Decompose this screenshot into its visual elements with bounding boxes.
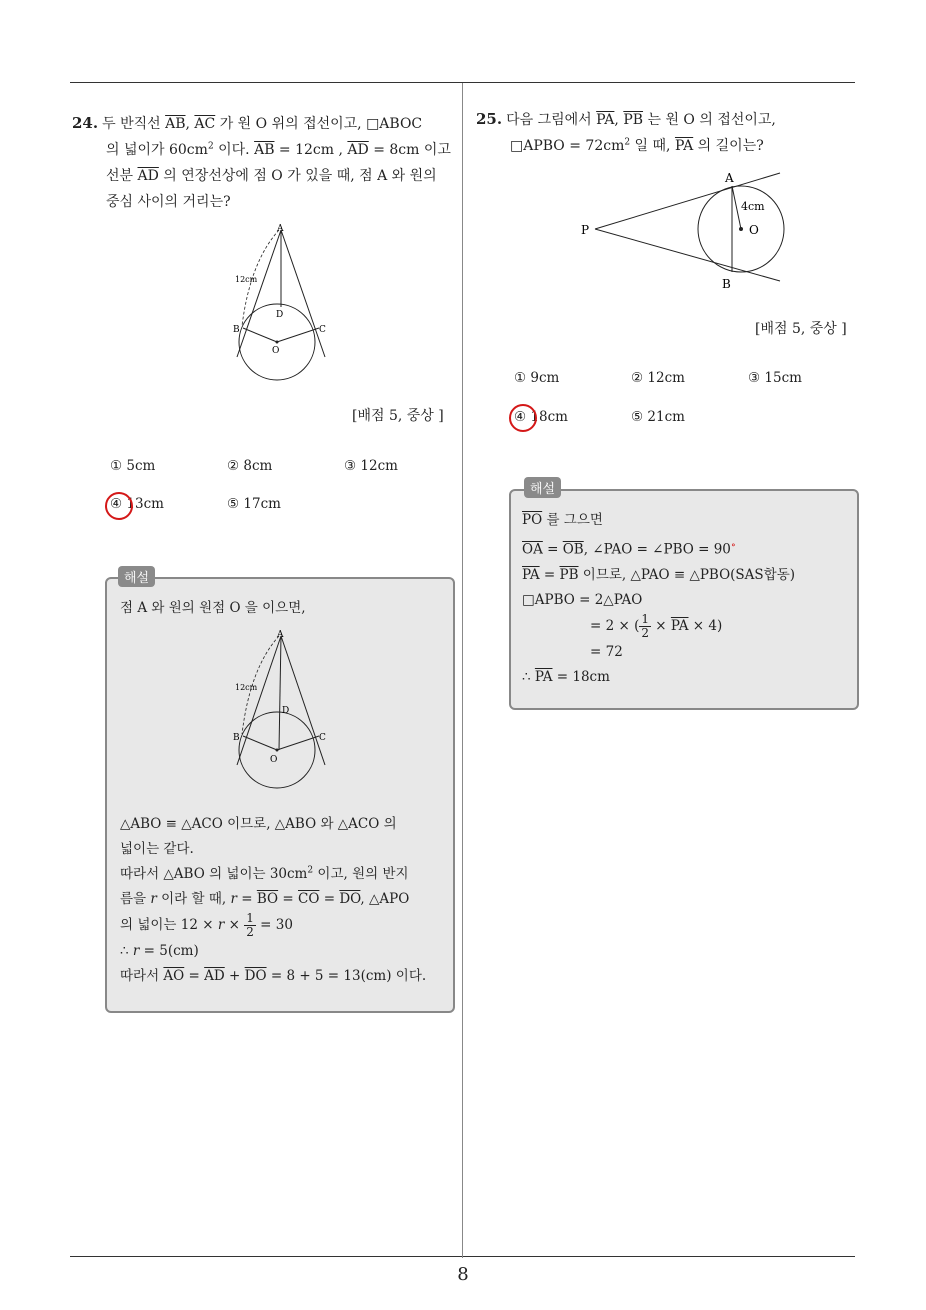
label-b: B <box>233 733 240 743</box>
answer-circle-mark <box>105 492 133 520</box>
question-25-choice-1[interactable]: ① 9cm <box>514 370 560 386</box>
solution-line-5: 의 넓이는 12 × r × $\frac{1}{2}$ = 30 <box>120 911 293 939</box>
question-24 <box>72 110 457 215</box>
question-24-solution-intro: 점 A 와 원의 원점 O 을 이으면, <box>120 600 306 616</box>
label-a: A <box>725 171 734 185</box>
solution-line-1: △ABO ≡ △ACO 이므로, △ABO 와 △ACO 의 <box>120 816 397 832</box>
solution-line-7: ∴ $\overline{PA} = 18cm$ <box>522 668 610 685</box>
solution-line-7: 따라서 $\overline{AO} = \overline{AD} + \overline{DO} = 8 + 5 = 13(cm)$ 이다. <box>120 968 427 984</box>
segment-co <box>277 328 319 342</box>
question-24-line-4: 중심 사이의 거리는? <box>106 194 231 210</box>
label-b: B <box>722 277 731 291</box>
question-25-choice-5[interactable]: ⑤ 21cm <box>631 409 685 425</box>
question-24-choice-3[interactable]: ③ 12cm <box>344 458 398 474</box>
page-number: 8 <box>457 1264 469 1285</box>
tangent-ab <box>237 636 281 765</box>
question-24-solution-tag: 해설 <box>118 566 155 587</box>
label-p: P <box>581 223 590 237</box>
question-24-choice-1[interactable]: ① 5cm <box>110 458 156 474</box>
answer-circle-mark <box>509 404 537 432</box>
segment-bo <box>243 736 277 750</box>
solution-line-5: = 2 × ( $\frac{1}{2}$ × $\overline{PA} \times 4$) <box>590 611 723 640</box>
question-25-solution-tag: 해설 <box>524 477 561 498</box>
question-25-choice-2[interactable]: ② 12cm <box>631 370 685 386</box>
solution-line-4: □APBO = 2△PAO <box>522 591 643 608</box>
question-24-choice-2[interactable]: ② 8cm <box>227 458 273 474</box>
question-24-figure <box>225 222 335 387</box>
tangent-ab <box>237 230 284 357</box>
question-24-line-3: 선분 $\overline{AD}$ 의 연장선상에 점 O 가 있을 때, 점 A 와 원의 <box>106 168 437 184</box>
label-12cm: 12cm <box>235 275 258 284</box>
tangent-ac <box>281 636 325 765</box>
question-25-figure <box>575 168 795 293</box>
label-o: O <box>749 223 759 237</box>
solution-line-3: $\overline{PA} = \overline{PB}$ 이므로, △PAO ≡ △PBO(SAS합동) <box>522 566 796 583</box>
label-a: A <box>277 224 284 234</box>
solution-line-6: = 72 <box>590 643 623 660</box>
question-25-line-1: 25. 다음 그림에서 $\overline{PA}$, $\overline{PB}$ 는 원 O 의 접선이고, <box>476 110 776 128</box>
solution-line-6: ∴ r = 5(cm) <box>120 943 199 959</box>
question-25-choice-3[interactable]: ③ 15cm <box>748 370 802 386</box>
label-a: A <box>277 630 284 640</box>
solution-line-4: 름을 r 이라 할 때, $r = \overline{BO} = \overline{CO} = \overline{DO}$, △APO <box>120 891 410 907</box>
center-dot <box>739 227 743 231</box>
question-24-choice-5[interactable]: ⑤ 17cm <box>227 496 281 512</box>
question-25 <box>476 106 861 159</box>
segment-bo <box>243 328 277 342</box>
column-divider <box>462 83 463 1258</box>
question-24-line-1: 24. 두 반직선 $\overline{AB}$, $\overline{AC}$ 가 원 O 위의 접선이고, □ABOC <box>72 114 423 132</box>
center-dot <box>276 341 279 344</box>
solution-line-1: $\overline{PO}$ 를 그으면 <box>522 512 603 528</box>
label-12cm: 12cm <box>235 683 258 692</box>
question-24-choice-4[interactable]: ④ 13cm <box>110 496 164 512</box>
solution-line-3: 따라서 △ABO 의 넓이는 $30cm^2$ 이고, 원의 반지 <box>120 865 409 882</box>
label-c: C <box>319 325 326 335</box>
label-d: D <box>276 310 284 320</box>
label-o: O <box>270 755 278 765</box>
question-24-number: 24. <box>72 114 99 132</box>
center-dot <box>276 749 279 752</box>
question-25-choice-4[interactable]: ④ 18cm <box>514 409 568 425</box>
question-24-solution-text <box>120 812 450 989</box>
solution-line-2: $\overline{OA} = \overline{OB}$, ∠PAO = ∠PBO = 90∘ <box>522 540 736 558</box>
radius-ao <box>732 186 741 229</box>
label-4cm: 4cm <box>741 200 765 213</box>
label-o: O <box>272 346 280 356</box>
label-b: B <box>233 325 240 335</box>
label-c: C <box>319 733 326 743</box>
solution-line-2: 넓이는 같다. <box>120 841 194 857</box>
question-25-number: 25. <box>476 110 503 128</box>
question-25-solution-text <box>522 508 852 690</box>
segment-co <box>277 736 319 750</box>
question-24-solution-figure <box>225 628 335 793</box>
segment-ao <box>279 636 281 750</box>
label-d: D <box>282 706 290 716</box>
question-24-score: [배점 5, 중상 ] <box>352 408 444 424</box>
question-24-line-2: 의 넓이가 $60cm^2$ 이다. $\overline{AB} = 12cm$ , $\overline{AD} = 8cm$ 이고 <box>106 141 451 158</box>
question-25-line-2: □APBO = $72cm^2$ 일 때, $\overline{PA}$ 의 길이는? <box>510 137 764 154</box>
question-25-score: [배점 5, 중상 ] <box>755 321 847 337</box>
